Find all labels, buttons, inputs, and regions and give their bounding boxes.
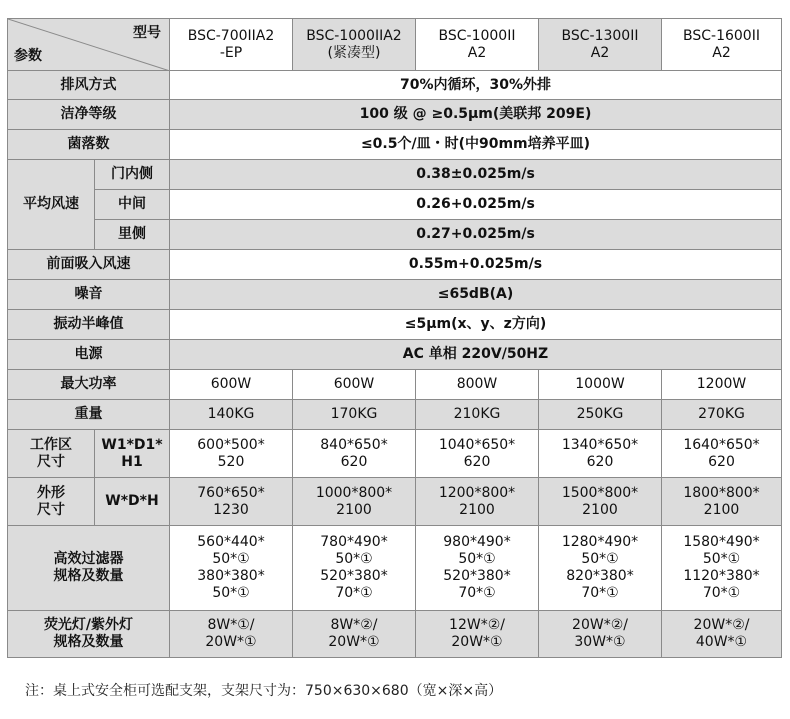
cell-value: 1040*650* 620 <box>416 430 539 478</box>
cell-value: 980*490* 50*① 520*380* 70*① <box>416 526 539 611</box>
row-airspeed-back <box>8 220 782 250</box>
cell-value: 780*490* 50*① 520*380* 70*① <box>293 526 416 611</box>
header-row <box>8 19 782 71</box>
row-weight <box>8 400 782 430</box>
row-max-power <box>8 370 782 400</box>
sub-label: 中间 <box>95 190 170 220</box>
row-work-area <box>8 430 782 478</box>
cell-value: 1000*800* 2100 <box>293 478 416 526</box>
cell-value: 8W*①/ 20W*① <box>170 611 293 658</box>
row-label: 振动半峰值 <box>8 310 170 340</box>
row-label: 噪音 <box>8 280 170 310</box>
cell-value: 560*440* 50*① 380*380* 50*① <box>170 526 293 611</box>
cell-value: 1340*650* 620 <box>539 430 662 478</box>
cell-value: 1200*800* 2100 <box>416 478 539 526</box>
row-label-work-area: 工作区 尺寸 <box>8 430 95 478</box>
cell-value: 1200W <box>662 370 782 400</box>
spec-table <box>7 18 782 658</box>
cell-value: 8W*②/ 20W*① <box>293 611 416 658</box>
cell-value: 20W*②/ 30W*① <box>539 611 662 658</box>
row-value: 100 级 @ ≥0.5μm(美联邦 209E) <box>170 100 782 130</box>
row-lamp <box>8 611 782 658</box>
row-label: 电源 <box>8 340 170 370</box>
cell-value: 140KG <box>170 400 293 430</box>
cell-value: 12W*②/ 20W*① <box>416 611 539 658</box>
model-header-1: BSC-700IIA2 -EP <box>170 19 293 71</box>
cell-value: 270KG <box>662 400 782 430</box>
sub-label: 里侧 <box>95 220 170 250</box>
cell-value: 1280*490* 50*① 820*380* 70*① <box>539 526 662 611</box>
cell-value: 20W*②/ 40W*① <box>662 611 782 658</box>
row-label-airspeed: 平均风速 <box>8 160 95 250</box>
cell-value: 1800*800* 2100 <box>662 478 782 526</box>
row-filter <box>8 526 782 611</box>
cell-value: 1580*490* 50*① 1120*380* 70*① <box>662 526 782 611</box>
row-label: 重量 <box>8 400 170 430</box>
row-value: 0.27+0.025m/s <box>170 220 782 250</box>
row-value: ≤5μm(x、y、z方向) <box>170 310 782 340</box>
cell-value: 600W <box>293 370 416 400</box>
row-label-filter: 高效过滤器 规格及数量 <box>8 526 170 611</box>
cell-value: 170KG <box>293 400 416 430</box>
cell-value: 800W <box>416 370 539 400</box>
cell-value: 600W <box>170 370 293 400</box>
row-label: 排风方式 <box>8 71 170 100</box>
row-label-lamp: 荧光灯/紫外灯 规格及数量 <box>8 611 170 658</box>
model-header-5: BSC-1600II A2 <box>662 19 782 71</box>
row-label: 前面吸入风速 <box>8 250 170 280</box>
row-airspeed-inner <box>8 160 782 190</box>
sub-label-outer-size: W*D*H <box>95 478 170 526</box>
row-intake <box>8 250 782 280</box>
row-label: 菌落数 <box>8 130 170 160</box>
row-noise <box>8 280 782 310</box>
row-label-outer-size: 外形 尺寸 <box>8 478 95 526</box>
row-value: 70%内循环，30%外排 <box>170 71 782 100</box>
footnote: 注：桌上式安全柜可选配支架，支架尺寸为：750×630×680（宽×深×高） <box>25 683 503 699</box>
header-corner-cell <box>8 19 170 71</box>
row-vibration <box>8 310 782 340</box>
row-power-supply <box>8 340 782 370</box>
cell-value: 1500*800* 2100 <box>539 478 662 526</box>
row-outer-size <box>8 478 782 526</box>
row-colony <box>8 130 782 160</box>
row-cleanliness <box>8 100 782 130</box>
cell-value: 210KG <box>416 400 539 430</box>
model-header-3: BSC-1000II A2 <box>416 19 539 71</box>
row-value: AC 单相 220V/50HZ <box>170 340 782 370</box>
row-value: 0.26+0.025m/s <box>170 190 782 220</box>
row-exhaust <box>8 71 782 100</box>
row-value: ≤0.5个/皿・时(中90mm培养平皿) <box>170 130 782 160</box>
spec-table-container <box>7 18 782 658</box>
row-airspeed-middle <box>8 190 782 220</box>
header-param-label: 参数 <box>14 48 42 64</box>
header-model-label: 型号 <box>133 25 161 41</box>
cell-value: 840*650* 620 <box>293 430 416 478</box>
cell-value: 250KG <box>539 400 662 430</box>
row-value: 0.38±0.025m/s <box>170 160 782 190</box>
row-value: ≤65dB(A) <box>170 280 782 310</box>
model-header-4: BSC-1300II A2 <box>539 19 662 71</box>
row-label: 洁净等级 <box>8 100 170 130</box>
row-value: 0.55m+0.025m/s <box>170 250 782 280</box>
cell-value: 1000W <box>539 370 662 400</box>
cell-value: 760*650* 1230 <box>170 478 293 526</box>
cell-value: 600*500* 520 <box>170 430 293 478</box>
sub-label: 门内侧 <box>95 160 170 190</box>
cell-value: 1640*650* 620 <box>662 430 782 478</box>
model-header-2: BSC-1000IIA2 (紧凑型) <box>293 19 416 71</box>
row-label: 最大功率 <box>8 370 170 400</box>
sub-label-work-area: W1*D1* H1 <box>95 430 170 478</box>
